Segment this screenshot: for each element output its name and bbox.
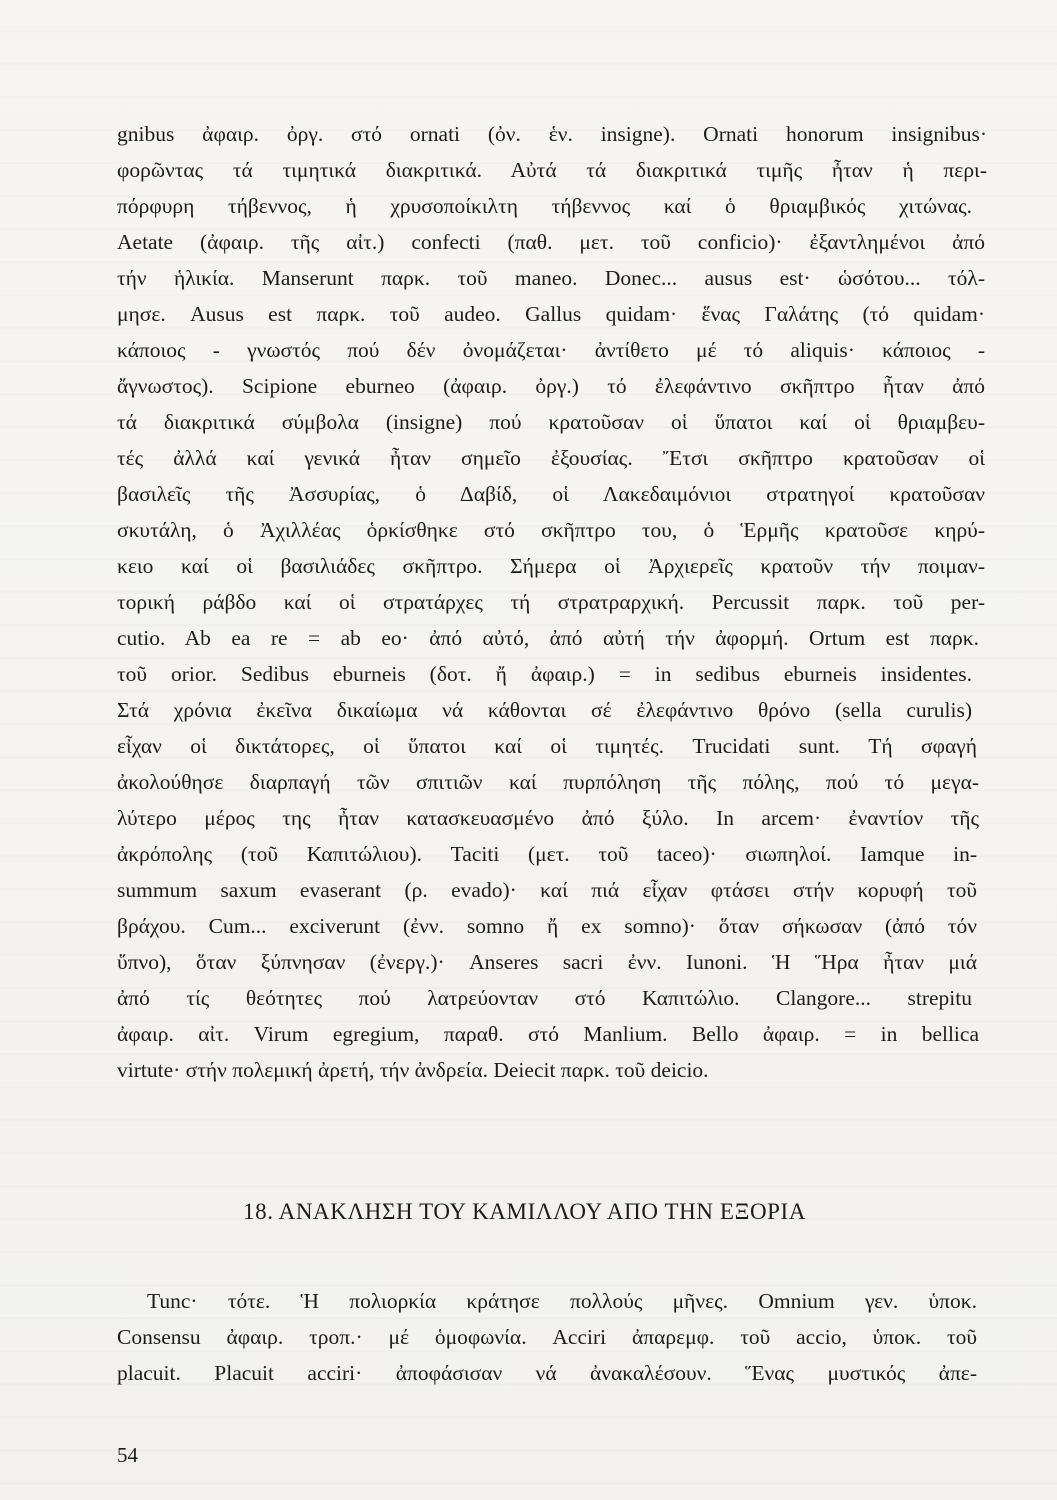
text-line: Consensu ἀφαιρ. τροπ.· μέ ὁμοφωνία. Acciri ἀπαρεμφ. τοῦ accio, ὑποκ. τοῦ [117, 1325, 977, 1349]
section-heading: 18. ΑΝΑΚΛΗΣΗ ΤΟΥ ΚΑΜΙΛΛΟΥ ΑΠΟ ΤΗΝ ΕΞΟΡΙΑ [243, 1199, 807, 1224]
text-line: τορική ράβδο καί οἱ στρατάρχες τή στρατραρχική. Percussit παρκ. τοῦ per- [117, 590, 985, 614]
text-line: φορῶντας τά τιμητικά διακριτικά. Αὐτά τά διακριτικά τιμῆς ἦταν ἡ περι- [117, 158, 987, 182]
text-line: τές ἀλλά καί γενικά ἦταν σημεῖο ἐξουσίας. Ἔτσι σκῆπτρο κρατοῦσαν οἱ [117, 446, 985, 470]
text-line: Tunc· τότε. Ἡ πολιορκία κράτησε πολλούς μῆνες. Omnium γεν. ὑποκ. [147, 1289, 977, 1313]
text-line: placuit. Placuit acciri· ἀποφάσισαν νά ἀνακαλέσουν. Ἕνας μυστικός ἀπε- [117, 1361, 977, 1385]
page-number: 54 [117, 1443, 138, 1467]
text-line: Στά χρόνια ἐκεῖνα δικαίωμα νά κάθονται σέ ἐλεφάντινο θρόνο (sella curulis) [117, 698, 972, 722]
text-line: ἀκολούθησε διαρπαγή τῶν σπιτιῶν καί πυρπόληση τῆς πόλης, πού τό μεγα- [117, 770, 979, 794]
text-line: ἀφαιρ. αἰτ. Virum egregium, παραθ. στό Manlium. Bello ἀφαιρ. = in bellica [117, 1022, 979, 1046]
text-line: λύτερο μέρος της ἦταν κατασκευασμένο ἀπό ξύλο. In arcem· ἐναντίον τῆς [117, 806, 979, 830]
text-line: πόρφυρη τήβεννος, ἡ χρυσοποίκιλτη τήβεννος καί ὁ θριαμβικός χιτώνας. [117, 194, 972, 218]
text-line: ὕπνο), ὅταν ξύπνησαν (ἐνεργ.)· Anseres sacri ἐνν. Iunoni. Ἡ Ἥρα ἦταν μιά [117, 950, 977, 974]
text-line: τήν ἡλικία. Manserunt παρκ. τοῦ maneo. Donec... ausus est· ὡσότου... τόλ- [117, 266, 985, 290]
text-line: ἀπό τίς θεότητες πού λατρεύονταν στό Καπιτώλιο. Clangore... strepitu [117, 986, 972, 1010]
text-line: εἶχαν οἱ δικτάτορες, οἱ ὕπατοι καί οἱ τιμητές. Trucidati sunt. Τή σφαγή [117, 734, 977, 758]
text-line: σκυτάλη, ὁ Ἀχιλλέας ὁρκίσθηκε στό σκῆπτρο του, ὁ Ἑρμῆς κρατοῦσε κηρύ- [117, 518, 985, 542]
text-line: βασιλεῖς τῆς Ἀσσυρίας, ὁ Δαβίδ, οἱ Λακεδαιμόνιοι στρατηγοί κρατοῦσαν [117, 482, 985, 506]
text-line: summum saxum evaserant (ρ. evado)· καί πιά εἶχαν φτάσει στήν κορυφή τοῦ [117, 878, 977, 902]
text-line: τοῦ orior. Sedibus eburneis (δοτ. ἤ ἀφαιρ.) = in sedibus eburneis insidentes. [117, 662, 972, 686]
text-line: τά διακριτικά σύμβολα (insigne) πού κρατοῦσαν οἱ ὕπατοι καί οἱ θριαμβευ- [117, 410, 985, 434]
text-line: μησε. Ausus est παρκ. τοῦ audeo. Gallus quidam· ἕνας Γαλάτης (τό quidam· [117, 302, 985, 326]
text-line: ἄγνωστος). Scipione eburneo (ἀφαιρ. ὀργ.) τό ἐλεφάντινο σκῆπτρο ἦταν ἀπό [117, 374, 985, 398]
text-line: ἀκρόπολης (τοῦ Καπιτώλιου). Taciti (μετ. τοῦ taceo)· σιωπηλοί. Iamque in- [117, 842, 977, 866]
text-line: Aetate (ἀφαιρ. τῆς αἰτ.) confecti (παθ. μετ. τοῦ conficio)· ἐξαντλημένοι ἀπό [117, 230, 985, 254]
text-line: virtute· στήν πολεμική ἀρετή, τήν ἀνδρεία. Deiecit παρκ. τοῦ deicio. [117, 1058, 709, 1082]
text-line: cutio. Ab ea re = ab eo· ἀπό αὐτό, ἀπό αὐτή τήν ἀφορμή. Ortum est παρκ. [117, 626, 979, 650]
text-line: gnibus ἀφαιρ. ὀργ. στό ornati (ὀν. ἑν. insigne). Ornati honorum insignibus· [117, 122, 987, 146]
text-line: κειο καί οἱ βασιλιάδες σκῆπτρο. Σήμερα οἱ Ἀρχιερεῖς κρατοῦν τήν ποιμαν- [117, 554, 985, 578]
text-line: βράχου. Cum... exciverunt (ἐνν. somno ἤ ex somno)· ὅταν σήκωσαν (ἀπό τόν [117, 914, 977, 938]
text-line: κάποιος - γνωστός πού δέν ὀνομάζεται· ἀντίθετο μέ τό aliquis· κάποιος - [117, 338, 985, 362]
